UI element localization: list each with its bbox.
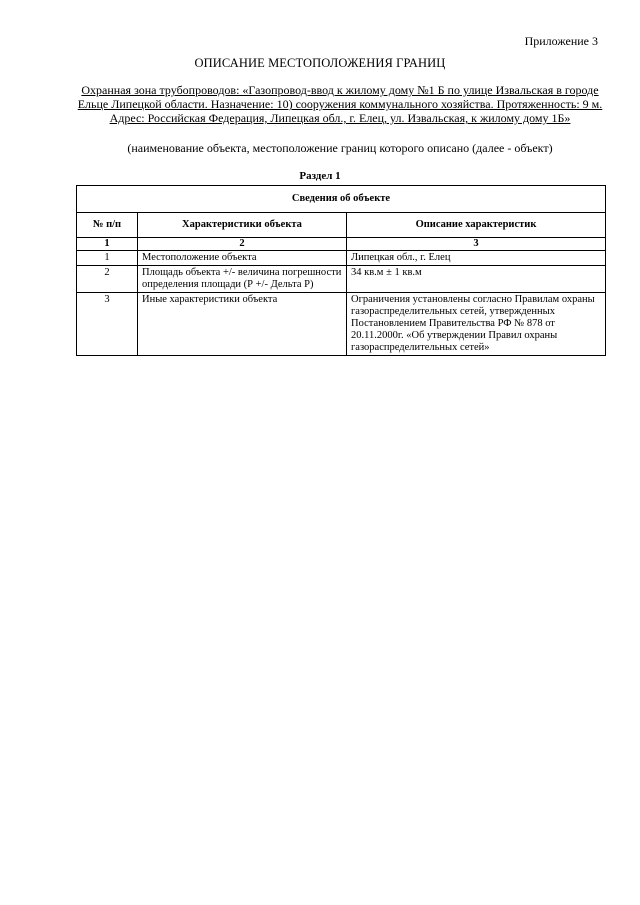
column-number: 2 <box>138 238 347 251</box>
table-caption-row <box>77 186 606 213</box>
row-number: 3 <box>77 293 138 356</box>
table-row <box>77 251 606 266</box>
row-characteristic: Местоположение объекта <box>138 251 347 266</box>
row-number: 1 <box>77 251 138 266</box>
row-description: 34 кв.м ± 1 кв.м <box>347 266 606 293</box>
row-characteristic: Площадь объекта +/- величина погрешности определения площади (Р +/- Дельта Р) <box>138 266 347 293</box>
table-row <box>77 266 606 293</box>
section-label: Раздел 1 <box>299 170 341 182</box>
row-description: Ограничения установлены согласно Правилам охраны газораспределительных сетей, утвержденных Постановлением Правительства РФ № 878 от 20.11.2000г. «Об утверждении Правил охраны газораспределительных сетей» <box>347 293 606 356</box>
row-description: Липецкая обл., г. Елец <box>347 251 606 266</box>
column-header-num: № п/п <box>77 213 138 238</box>
column-number: 1 <box>77 238 138 251</box>
column-number: 3 <box>347 238 606 251</box>
document-title: ОПИСАНИЕ МЕСТОПОЛОЖЕНИЯ ГРАНИЦ <box>194 56 446 70</box>
object-info-table <box>76 185 606 356</box>
appendix-label: Приложение 3 <box>524 34 598 48</box>
table-caption: Сведения об объекте <box>77 186 606 213</box>
row-number: 2 <box>77 266 138 293</box>
object-description: Охранная зона трубопроводов: «Газопровод-ввод к жилому дому №1 Б по улице Извальская в городе Ельце Липецкой области. Назначение: 10) сооружения коммунального хозяйства. Протяженность: 9 м. Адрес: Российская Федерация, Липецкая обл., г. Елец, ул. Извальская, к жилому дому 1Б» <box>77 83 603 125</box>
column-header-characteristic: Характеристики объекта <box>138 213 347 238</box>
table-header-row <box>77 213 606 238</box>
column-numbers-row <box>77 238 606 251</box>
object-caption: (наименование объекта, местоположение границ которого описано (далее - объект) <box>127 141 553 155</box>
table-row <box>77 293 606 356</box>
row-characteristic: Иные характеристики объекта <box>138 293 347 356</box>
column-header-description: Описание характеристик <box>347 213 606 238</box>
